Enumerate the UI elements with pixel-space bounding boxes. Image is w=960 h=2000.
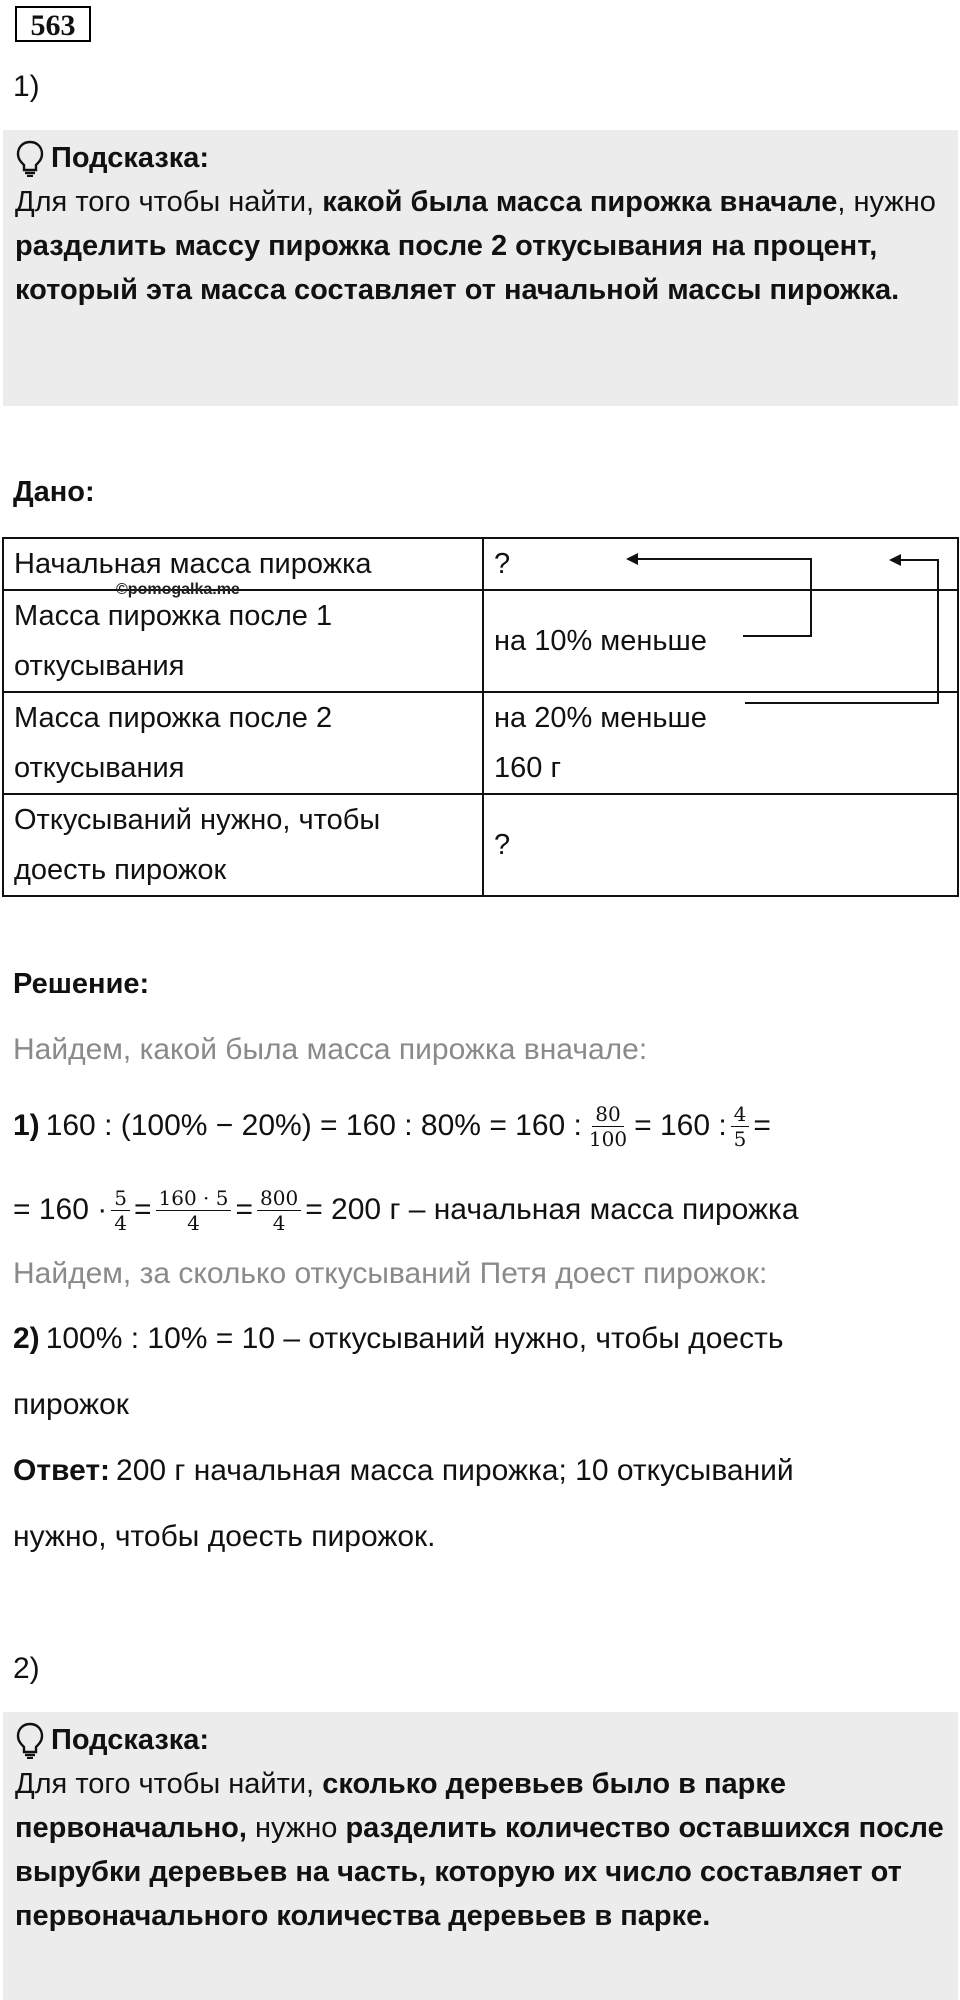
given-name: Масса пирожка после 1 откусывания (3, 590, 483, 692)
expression: = 200 г – начальная масса пирожка (305, 1193, 799, 1226)
answer-text: 200 г начальная масса пирожка; 10 откусываний (116, 1454, 794, 1487)
step-number: 2) (13, 1322, 40, 1355)
hint-text: Для того чтобы найти, какой была масса пирожка вначале, нужно разделить массу пирожка после 2 откусывания на процент, который эта масса составляет от начальной массы пирожка. (15, 186, 936, 306)
fraction: $\frac{800}{4}$ (257, 1186, 301, 1235)
given-value: на 20% меньше (494, 702, 707, 734)
given-name: Откусываний нужно, чтобы доесть пирожок (3, 794, 483, 896)
hint-box-2 (3, 1712, 958, 2000)
expression: = 160 : (634, 1109, 727, 1142)
expression: = 160 · (13, 1193, 108, 1226)
fraction: $\frac{160 \cdot 5}{4}$ (156, 1186, 232, 1235)
answer-line-2: нужно, чтобы доесть пирожок. (13, 1520, 436, 1553)
given-value: на 10% меньше (483, 590, 958, 692)
given-value: ? (483, 538, 958, 590)
expression: = (753, 1109, 771, 1142)
given-label: Дано: (13, 476, 95, 508)
hint-title: Подсказка: (51, 142, 210, 174)
answer-label: Ответ: (13, 1454, 111, 1487)
solution-label: Решение: (13, 968, 150, 1000)
part-1-label: 1) (13, 70, 40, 103)
hint-title: Подсказка: (51, 1724, 210, 1756)
step-2-line-1 (13, 1322, 783, 1356)
part-2-label: 2) (13, 1652, 40, 1685)
expression: = (133, 1193, 152, 1226)
fraction: $\frac{4}{5}$ (731, 1102, 750, 1151)
step-1-comment: Найдем, какой была масса пирожка вначале: (13, 1033, 648, 1066)
given-value-2: 160 г (494, 752, 562, 784)
step-2-line-2: пирожок (13, 1388, 129, 1421)
arrow-icon (0, 0, 960, 900)
lightbulb-icon (15, 1721, 45, 1759)
expression: = (235, 1193, 254, 1226)
given-name: Масса пирожка после 2 откусывания (3, 692, 483, 794)
given-value: ? (483, 794, 958, 896)
fraction: $\frac{80}{100}$ (588, 1101, 628, 1151)
answer-line-1 (13, 1454, 794, 1488)
step-number: 1) (13, 1109, 40, 1142)
step-2-comment: Найдем, за сколько откусываний Петя доест пирожок: (13, 1257, 768, 1290)
given-name: Начальная масса пирожка (3, 538, 483, 590)
expression: 160 : (100% − 20%) = 160 : 80% = 160 : (45, 1109, 582, 1142)
problem-number: 563 (15, 6, 91, 42)
hint-text: Для того чтобы найти, сколько деревьев было в парке первоначально, нужно разделить количество оставшихся после вырубки деревьев на часть, которую их число составляет от первоначального количества деревьев в парке. (15, 1768, 944, 1932)
step-1-line-1 (13, 1096, 771, 1156)
step-1-line-2 (13, 1180, 799, 1240)
watermark: ©pomogalka.me (116, 581, 240, 598)
hint-header (15, 1718, 946, 1762)
fraction: $\frac{5}{4}$ (111, 1186, 130, 1235)
step-2-text: 100% : 10% = 10 – откусываний нужно, чтобы доесть (45, 1322, 784, 1355)
